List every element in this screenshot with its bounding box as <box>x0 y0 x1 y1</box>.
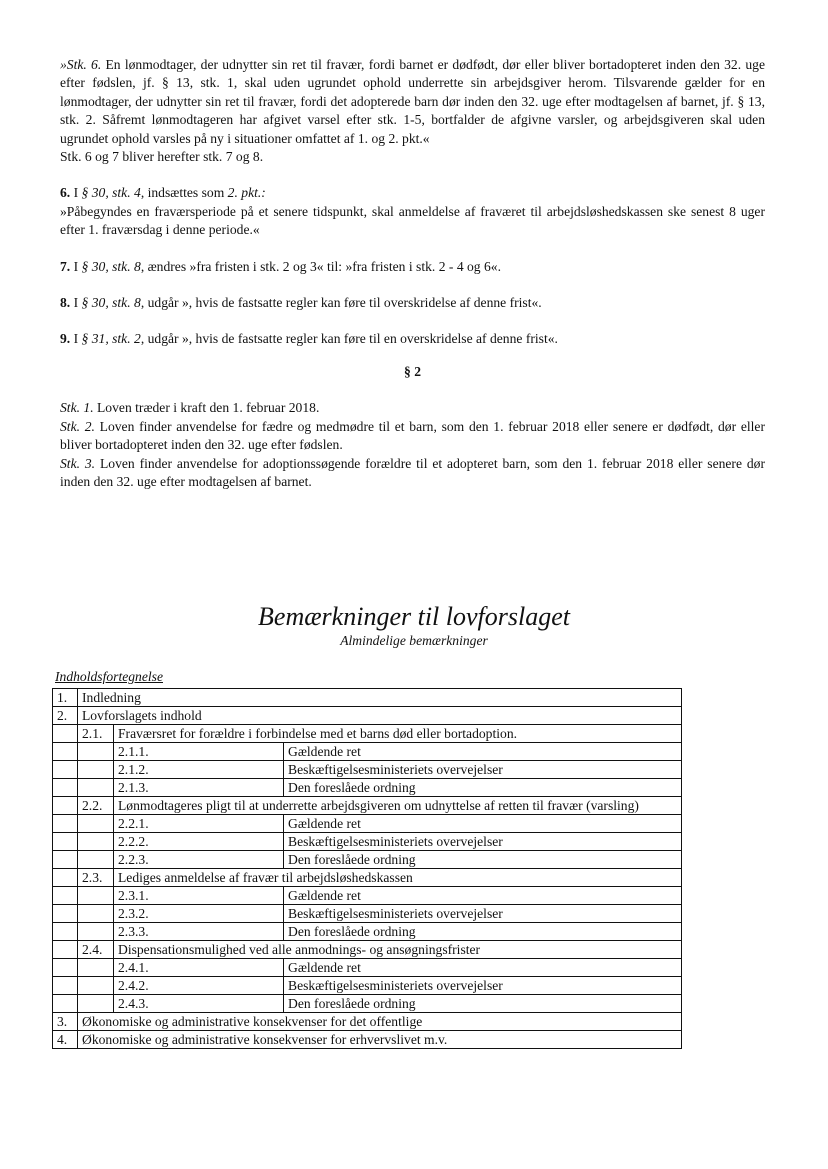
toc-title: Lønmodtageres pligt til at underrette arbejdsgiveren om udnyttelse af retten til fravær (varsling) <box>114 797 682 815</box>
toc-indent <box>78 761 114 779</box>
stk6-text: En lønmodtager, der udnytter sin ret til fravær, fordi barnet er dødfødt, dør eller bliver bortadopteret inden den 32. uge efter fødslen, jf. § 13, stk. 1, skal uden ugrundet ophold underrette sin arbejdsgiver herom. Tilsvarende gælder for en lønmodtager, der udnytter sin ret til fravær, fordi det adopterede barn dør inden den 32. uge efter modtagelsen af barnet, jf. § 13, stk. 2. Såfremt lønmodtageren har afgivet varsel efter stk. 1-5, bortfalder de afgivne varsler, og arbejdsgiveren skal uden ugrundet ophold varsles på ny i situationer omfattet af 1. og 2. pkt.« <box>60 57 765 146</box>
toc-indent <box>78 923 114 941</box>
toc-title: Fraværsret for forældre i forbindelse med et barns død eller bortadoption. <box>114 725 682 743</box>
toc-indent <box>53 941 78 959</box>
table-row <box>53 995 682 1013</box>
toc-number: 2.1.1. <box>114 743 284 761</box>
table-row <box>53 689 682 707</box>
table-row <box>53 833 682 851</box>
item-6 <box>60 184 765 202</box>
toc-indent <box>78 977 114 995</box>
toc-number: 2.3.2. <box>114 905 284 923</box>
table-of-contents <box>52 688 682 1049</box>
toc-number: 2.1.3. <box>114 779 284 797</box>
s2-stk2-text: Loven finder anvendelse for fædre og medmødre til et barn, som den 1. februar 2018 eller senere er dødfødt, dør eller bliver bortadopteret inden den 32. uge efter fødslen. <box>60 418 765 453</box>
table-row <box>53 959 682 977</box>
toc-title: Den foreslåede ordning <box>284 995 682 1013</box>
toc-indent <box>53 869 78 887</box>
item-6-pre: I <box>70 185 82 201</box>
toc-indent <box>53 779 78 797</box>
stk6-paragraph <box>60 56 765 148</box>
table-row <box>53 851 682 869</box>
item-6-pkt: 2. pkt.: <box>227 185 266 201</box>
item-8-text: , udgår », hvis de fastsatte regler kan føre til overskridelse af denne frist«. <box>140 295 542 311</box>
toc-number: 2.4.1. <box>114 959 284 977</box>
toc-number: 3. <box>53 1013 78 1031</box>
toc-title: Gældende ret <box>284 887 682 905</box>
toc-number: 2.2.1. <box>114 815 284 833</box>
table-row <box>53 941 682 959</box>
item-9-pre: I <box>70 331 82 347</box>
toc-indent <box>53 977 78 995</box>
toc-number: 2.3.3. <box>114 923 284 941</box>
table-row <box>53 743 682 761</box>
s2-stk1-label: Stk. 1. <box>60 400 94 416</box>
toc-number: 2.3.1. <box>114 887 284 905</box>
toc-title: Dispensationsmulighed ved alle anmodnings- og ansøgningsfrister <box>114 941 682 959</box>
table-row <box>53 905 682 923</box>
toc-title: Indledning <box>78 689 682 707</box>
item-6-number: 6. <box>60 185 71 201</box>
table-row <box>53 779 682 797</box>
toc-indent <box>78 905 114 923</box>
toc-number: 2.4.3. <box>114 995 284 1013</box>
table-row <box>53 869 682 887</box>
toc-indent <box>78 833 114 851</box>
toc-indent <box>78 887 114 905</box>
item-6-mid: , indsættes som <box>140 185 228 201</box>
toc-number: 1. <box>53 689 78 707</box>
s2-stk2 <box>60 418 765 455</box>
s2-stk3-text: Loven finder anvendelse for adoptionssøgende forældre til et adopteret barn, som den 1. februar 2018 eller senere dør inden den 32. uge efter modtagelsen af barnet. <box>60 455 765 489</box>
toc-indent <box>53 761 78 779</box>
table-row <box>53 761 682 779</box>
stk6-label: »Stk. 6. <box>60 57 102 72</box>
item-7-ref: § 30, stk. 8 <box>81 258 141 274</box>
toc-caption: Indholdsfortegnelse <box>55 669 163 684</box>
s2-stk3 <box>60 455 765 492</box>
item-7 <box>60 258 765 276</box>
toc-indent <box>53 959 78 977</box>
toc-title: Økonomiske og administrative konsekvenser for erhvervslivet m.v. <box>78 1031 682 1049</box>
toc-indent <box>78 815 114 833</box>
toc-indent <box>78 959 114 977</box>
item-9-ref: § 31, stk. 2 <box>81 331 141 347</box>
toc-number: 2.4.2. <box>114 977 284 995</box>
toc-number: 2.2. <box>78 797 114 815</box>
toc-indent <box>53 995 78 1013</box>
toc-indent <box>78 995 114 1013</box>
toc-indent <box>53 887 78 905</box>
item-7-text: , ændres »fra fristen i stk. 2 og 3« til: »fra fristen i stk. 2 - 4 og 6«. <box>140 258 501 274</box>
item-7-pre: I <box>70 258 82 274</box>
toc-number: 2.2.3. <box>114 851 284 869</box>
toc-number: 4. <box>53 1031 78 1049</box>
item-8-ref: § 30, stk. 8 <box>81 295 141 311</box>
s2-stk1-text: Loven træder i kraft den 1. februar 2018. <box>93 400 320 416</box>
toc-title: Lediges anmeldelse af fravær til arbejdsløshedskassen <box>114 869 682 887</box>
toc-title: Gældende ret <box>284 743 682 761</box>
toc-number: 2.1.2. <box>114 761 284 779</box>
toc-indent <box>78 851 114 869</box>
s2-stk2-label: Stk. 2. <box>60 418 95 434</box>
toc-title: Gældende ret <box>284 815 682 833</box>
item-8 <box>60 294 765 312</box>
toc-title: Beskæftigelsesministeriets overvejelser <box>284 761 682 779</box>
table-row <box>53 887 682 905</box>
toc-indent <box>78 779 114 797</box>
table-row <box>53 1013 682 1031</box>
toc-indent <box>53 905 78 923</box>
toc-number: 2.3. <box>78 869 114 887</box>
toc-title: Gældende ret <box>284 959 682 977</box>
law-text <box>60 56 765 491</box>
toc-title: Lovforslagets indhold <box>78 707 682 725</box>
s2-stk1 <box>60 399 765 417</box>
toc-title: Beskæftigelsesministeriets overvejelser <box>284 977 682 995</box>
item-6-text: »Påbegyndes en fraværsperiode på et senere tidspunkt, skal anmeldelse af fraværet til arbejdsløshedskassen ske senest 8 uger efter 1. fraværsdag i denne periode.« <box>60 203 765 238</box>
item-6-ref: § 30, stk. 4 <box>81 185 141 201</box>
toc-title: Beskæftigelsesministeriets overvejelser <box>284 833 682 851</box>
item-9-number: 9. <box>60 331 71 347</box>
toc-number: 2. <box>53 707 78 725</box>
item-8-number: 8. <box>60 295 71 311</box>
toc-indent <box>53 725 78 743</box>
table-row <box>53 725 682 743</box>
toc-title: Den foreslåede ordning <box>284 851 682 869</box>
remarks-subtitle: Almindelige bemærkninger <box>340 633 488 648</box>
toc-indent <box>53 815 78 833</box>
toc-indent <box>53 923 78 941</box>
table-row <box>53 815 682 833</box>
remarks-heading <box>0 602 828 650</box>
toc-title: Den foreslåede ordning <box>284 923 682 941</box>
table-row <box>53 797 682 815</box>
table-row <box>53 1031 682 1049</box>
toc-indent <box>53 851 78 869</box>
toc-title: Økonomiske og administrative konsekvenser for det offentlige <box>78 1013 682 1031</box>
table-row <box>53 707 682 725</box>
toc-number: 2.4. <box>78 941 114 959</box>
remarks-title: Bemærkninger til lovforslaget <box>258 602 570 631</box>
toc-number: 2.1. <box>78 725 114 743</box>
toc-number: 2.2.2. <box>114 833 284 851</box>
item-7-number: 7. <box>60 258 71 274</box>
toc-indent <box>53 833 78 851</box>
stk6-renumber: Stk. 6 og 7 bliver herefter stk. 7 og 8. <box>60 149 264 165</box>
toc-indent <box>53 797 78 815</box>
s2-stk3-label: Stk. 3. <box>60 455 96 471</box>
table-row <box>53 977 682 995</box>
item-8-pre: I <box>70 295 82 311</box>
table-row <box>53 923 682 941</box>
item-9 <box>60 330 765 348</box>
toc-indent <box>78 743 114 761</box>
toc-indent <box>53 743 78 761</box>
toc-title: Beskæftigelsesministeriets overvejelser <box>284 905 682 923</box>
item-9-text: , udgår », hvis de fastsatte regler kan føre til en overskridelse af denne frist«. <box>140 331 558 347</box>
toc-title: Den foreslåede ordning <box>284 779 682 797</box>
section-2-heading: § 2 <box>404 363 421 379</box>
